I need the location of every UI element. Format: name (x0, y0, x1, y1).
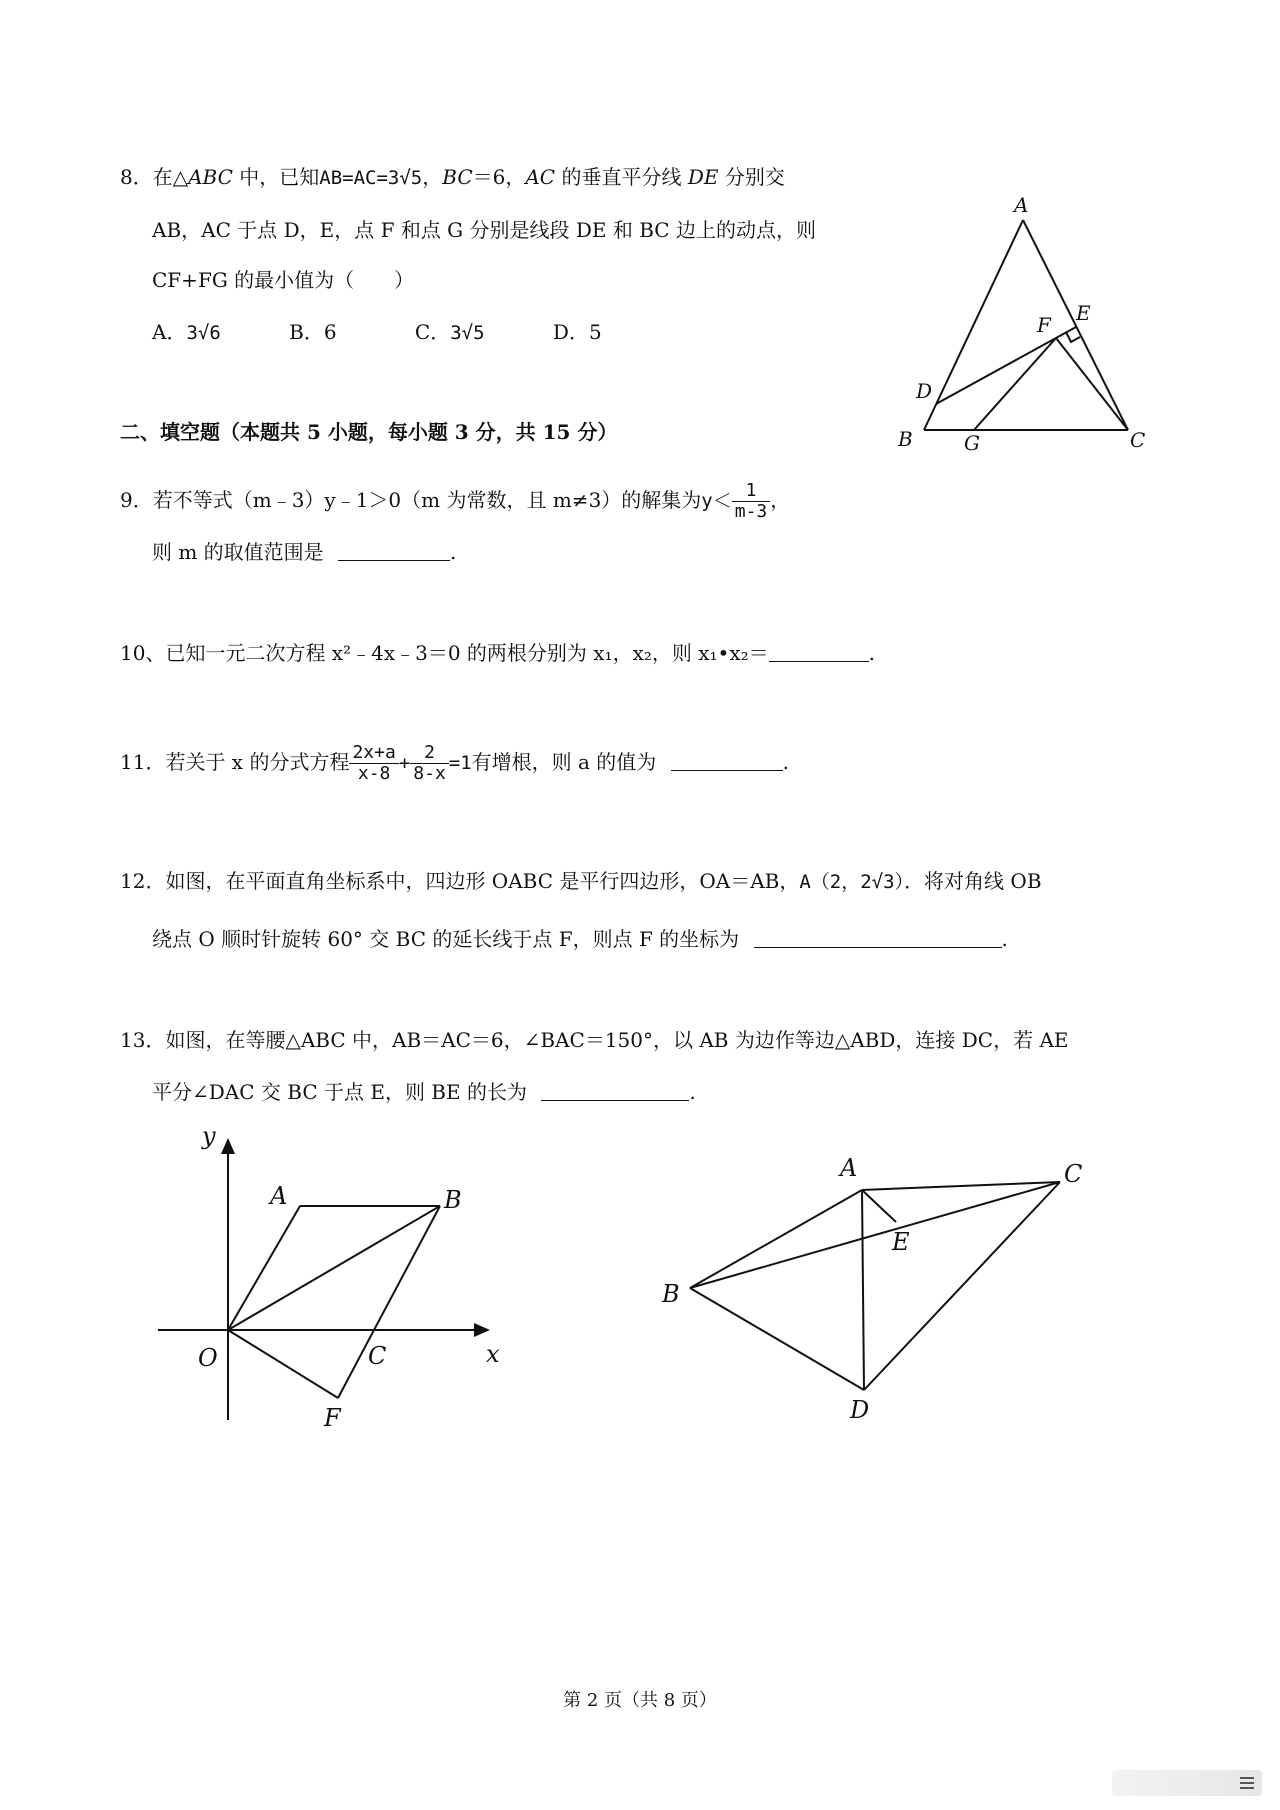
q12-segment-of (228, 1330, 338, 1398)
q13-edge-bc (690, 1182, 1060, 1288)
q12-label-o: O (198, 1344, 218, 1372)
q8-text: ， (422, 165, 443, 189)
q12-text: ．将对角线 OB (904, 869, 1042, 893)
q8-label-e: E (1076, 301, 1091, 325)
q12-diagonal-ob (228, 1206, 440, 1330)
q8-edge-ab (924, 220, 1023, 430)
q12-label-a: A (270, 1182, 288, 1210)
q9-text: ， (770, 488, 791, 512)
q8-text: 的垂直平分线 (555, 165, 688, 189)
q8-text: BC (442, 165, 473, 189)
q13-edge-ac (862, 1182, 1060, 1190)
q13-line2 (152, 1077, 696, 1107)
q12-line2 (152, 924, 1008, 954)
q8-ab-ac: AB=AC=3√5 (319, 167, 423, 189)
q13-period: . (689, 1080, 696, 1104)
q8-right-angle-mark (1066, 332, 1080, 342)
q11-fraction-1-numerator: 2x+a (352, 742, 396, 763)
q11-text: 有增根，则 a 的值为 (471, 750, 657, 774)
q11-period: . (782, 750, 790, 774)
q13-line1: 13．如图，在等腰△ABC 中，AB＝AC＝6，∠BAC＝150°，以 AB 为边作等边△ABD，连接 DC，若 AE (120, 1028, 1069, 1052)
q9-line1 (120, 475, 790, 525)
q12-label-f: F (324, 1404, 341, 1432)
q12-y-arrow (221, 1138, 235, 1154)
q8-option-c-label: C． (414, 320, 451, 344)
q8-text: 8．在△ (120, 165, 189, 189)
q13-label-b: B (662, 1280, 680, 1308)
q9-fraction-denominator: m-3 (732, 501, 771, 522)
q13-label-d: D (850, 1396, 870, 1424)
q13-label-a: A (840, 1154, 858, 1182)
q13-bisector-ae (862, 1190, 896, 1222)
q12-label-y: y (202, 1122, 216, 1150)
q13-label-c: C (1064, 1160, 1083, 1188)
q13-edge-bd (690, 1288, 864, 1390)
q9-period: . (450, 540, 457, 564)
page-footer: 第 2 页（共 8 页） (563, 1690, 717, 1711)
q13-answer-blank[interactable] (541, 1080, 689, 1101)
q10-line1 (120, 638, 875, 668)
q8-segment-fc (1056, 338, 1128, 430)
q8-triangle-figure (880, 190, 1170, 470)
q8-label-b: B (898, 427, 913, 451)
q12-text: 绕点 O 顺时针旋转 60° 交 BC 的延长线于点 F，则点 F 的坐标为 (152, 927, 740, 951)
q13-label-e: E (892, 1228, 910, 1256)
q8-label-d: D (916, 379, 933, 403)
q12-point-a: A（2，2√3） (799, 871, 905, 893)
q8-line3: CF+FG 的最小值为（ ） (152, 268, 415, 292)
q9-fraction-numerator: 1 (745, 480, 757, 501)
q13-text: 平分∠DAC 交 BC 于点 E，则 BE 的长为 (152, 1080, 527, 1104)
q8-option-c-value: 3√5 (450, 322, 485, 344)
q12-label-x: x (486, 1340, 500, 1368)
q8-option-a-value: 3√6 (186, 322, 221, 344)
q9-text: 9．若不等式（m﹣3）y﹣1＞0（m 为常数，且 m≠3）的解集为 (120, 488, 702, 512)
q11-equals: =1 (448, 752, 472, 774)
q8-options (152, 317, 602, 348)
q9-solution-var: y＜ (701, 490, 732, 512)
q8-text: 分别交 (718, 165, 785, 189)
q8-segment-df (936, 338, 1056, 404)
q10-text: 10、已知一元二次方程 x²﹣4x﹣3＝0 的两根分别为 x₁，x₂，则 x₁•x₂＝ (120, 641, 769, 665)
q13-edge-ba (690, 1190, 862, 1288)
q11-fraction-2-denominator: 8-x (410, 763, 449, 784)
q12-label-c: C (368, 1342, 387, 1370)
q8-option-d: D．5 (552, 320, 602, 344)
q13-edge-ad (862, 1190, 864, 1390)
q8-text: AC (525, 165, 556, 189)
q13-triangle-figure (650, 1140, 1110, 1430)
q8-label-g: G (964, 431, 980, 455)
q8-text: DE (687, 165, 719, 189)
q8-text: ABC (188, 165, 233, 189)
q9-solution-fraction (732, 481, 771, 522)
scroll-handle[interactable] (1112, 1770, 1262, 1796)
q9-text: 则 m 的取值范围是 (152, 540, 324, 564)
q8-label-c: C (1130, 428, 1146, 452)
q11-fraction-2-numerator: 2 (424, 742, 435, 763)
q8-segment-fg (974, 338, 1056, 430)
q8-text: ＝6， (472, 165, 526, 189)
q12-answer-blank[interactable] (754, 927, 1002, 948)
q12-text: 12．如图，在平面直角坐标系中，四边形 OABC 是平行四边形，OA＝AB， (120, 869, 800, 893)
q8-option-b: B．6 (289, 320, 337, 344)
q8-line1 (120, 162, 785, 193)
q8-text: 中，已知 (232, 165, 320, 189)
q8-label-f: F (1037, 313, 1051, 337)
q8-label-a: A (1014, 193, 1029, 217)
q11-plus: + (398, 752, 411, 774)
q10-period: . (868, 641, 875, 665)
section-title: 二、填空题（本题共 5 小题，每小题 3 分，共 15 分） (120, 420, 618, 444)
q12-label-b: B (444, 1186, 462, 1214)
q12-period: . (1001, 927, 1008, 951)
q12-coordinate-figure (140, 1120, 560, 1450)
q11-fraction-2 (410, 743, 449, 784)
menu-lines-icon (1240, 1777, 1254, 1779)
q11-fraction-1 (349, 743, 398, 784)
q11-fraction-1-denominator: x-8 (349, 763, 398, 784)
q11-answer-blank[interactable] (671, 750, 783, 771)
q9-answer-blank[interactable] (338, 540, 450, 561)
q8-option-a-label: A． (152, 320, 187, 344)
q8-line2: AB，AC 于点 D，E，点 F 和点 G 分别是线段 DE 和 BC 边上的动点，则 (152, 218, 816, 242)
q10-answer-blank[interactable] (769, 641, 869, 662)
q13-edge-dc (864, 1182, 1060, 1390)
q9-line2 (152, 537, 456, 567)
q11-line1 (120, 737, 789, 787)
q12-edge-oa (228, 1206, 300, 1330)
q11-text: 11．若关于 x 的分式方程 (120, 750, 350, 774)
q12-line1 (120, 866, 1042, 897)
q12-x-arrow (474, 1323, 490, 1337)
